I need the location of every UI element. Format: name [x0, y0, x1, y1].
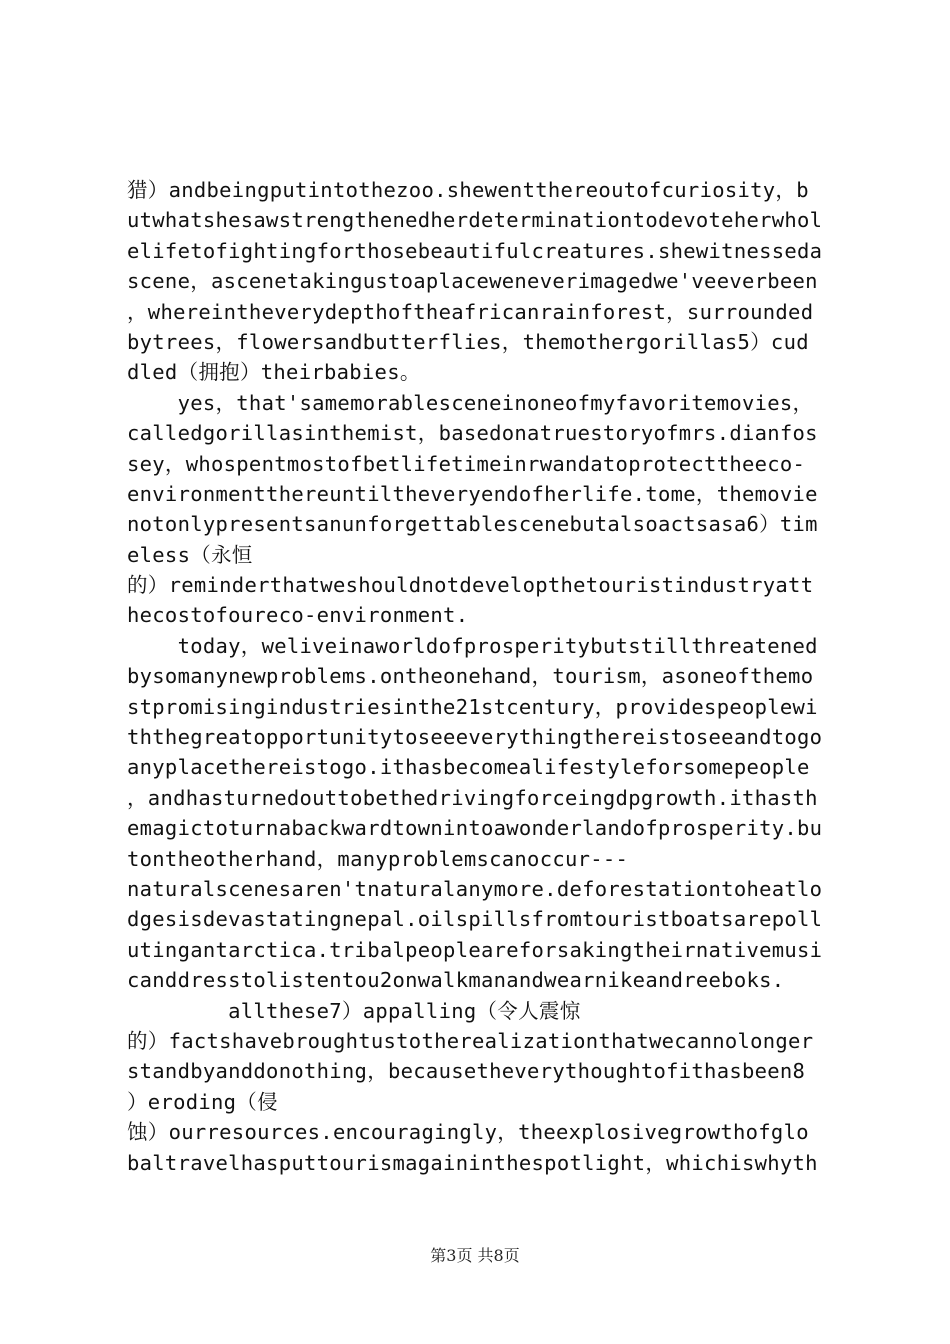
text-line: bysomanynewproblems.ontheonehand，tourism，asoneofthemo	[127, 664, 814, 689]
text-line: 的）factshavebroughtustotherealizationthatwecannolonger	[127, 1028, 814, 1053]
text-line: environmentthereuntiltheveryendofherlife.tome，themovie	[127, 481, 818, 506]
text-line: bytrees，flowersandbutterflies，themothergorillas5）cud	[127, 329, 809, 354]
text-line: ，andhasturnedouttobethedrivingforceingdpgrowth.ithasth	[127, 785, 818, 810]
paragraph-start-line: yes，that'samemorablesceneinoneofmyfavoritemovies，	[127, 390, 814, 415]
text-line: calledgorillasinthemist，basedonatruestoryofmrs.dianfos	[127, 421, 818, 446]
text-line: ）eroding（侵	[127, 1089, 278, 1114]
text-line: hecostofoureco-environment.	[127, 603, 469, 628]
text-line: 的）reminderthatweshouldnotdevelopthetouristindustryatt	[127, 573, 814, 598]
text-line: ththegreatopportunitytoseeeverythingthereistoseeandtogo	[127, 725, 823, 750]
text-line: utwhatshesawstrengthenedherdeterminationtodevoteherwhol	[127, 208, 823, 233]
text-line: baltravelhasputtourismagaininthespotlight，whichiswhyth	[127, 1150, 818, 1175]
text-line: dled（拥抱）theirbabies。	[127, 360, 421, 385]
text-line: stpromisingindustriesinthe21stcentury，providespeoplewi	[127, 694, 818, 719]
text-line: standbyanddonothing，becausetheverythoughtofithasbeen8	[127, 1059, 806, 1084]
text-line: scene，ascenetakingustoaplaceweneverimagedwe'veeverbeen	[127, 269, 818, 294]
paragraph-start-line: today，weliveinaworldofprosperitybutstillthreatened	[127, 633, 818, 658]
paragraph-start-line: allthese7）appalling（令人震惊	[127, 998, 581, 1023]
text-line: dgesisdevastatingnepal.oilspillsfromtouristboatsarepoll	[127, 907, 823, 932]
text-line: eless（永恒	[127, 542, 253, 567]
document-body	[127, 175, 833, 1178]
text-line: sey，whospentmostofbetlifetimeinrwandatoprotecttheeco-	[127, 451, 806, 476]
text-line: canddresstolistentou2onwalkmanandwearnikeandreeboks.	[127, 968, 785, 993]
text-line: elifetofightingforthosebeautifulcreatures.shewitnesseda	[127, 238, 823, 263]
text-line: tontheotherhand，manyproblemscanoccur---	[127, 846, 629, 871]
text-line: 蚀）ourresources.encouragingly，theexplosivegrowthofglo	[127, 1120, 809, 1145]
text-line: utingantarctica.tribalpeopleareforsakingtheirnativemusi	[127, 937, 823, 962]
text-line: naturalscenesaren'tnaturalanymore.deforestationtoheatlo	[127, 876, 823, 901]
text-line: 猎）andbeingputintothezoo.shewentthereoutofcuriosity，b	[127, 178, 809, 202]
text-line: ，whereintheverydepthoftheafricanrainforest，surrounded	[127, 299, 814, 324]
text-line: notonlypresentsanunforgettablescenebutalsoactsasa6）tim	[127, 512, 818, 537]
text-line: anyplacethereistogo.ithasbecomealifestyleforsomepeople	[127, 755, 810, 780]
page-number-footer: 第3页 共8页	[430, 1246, 520, 1265]
text-line: emagictoturnabackwardtownintoawonderlandofprosperity.bu	[127, 816, 823, 841]
